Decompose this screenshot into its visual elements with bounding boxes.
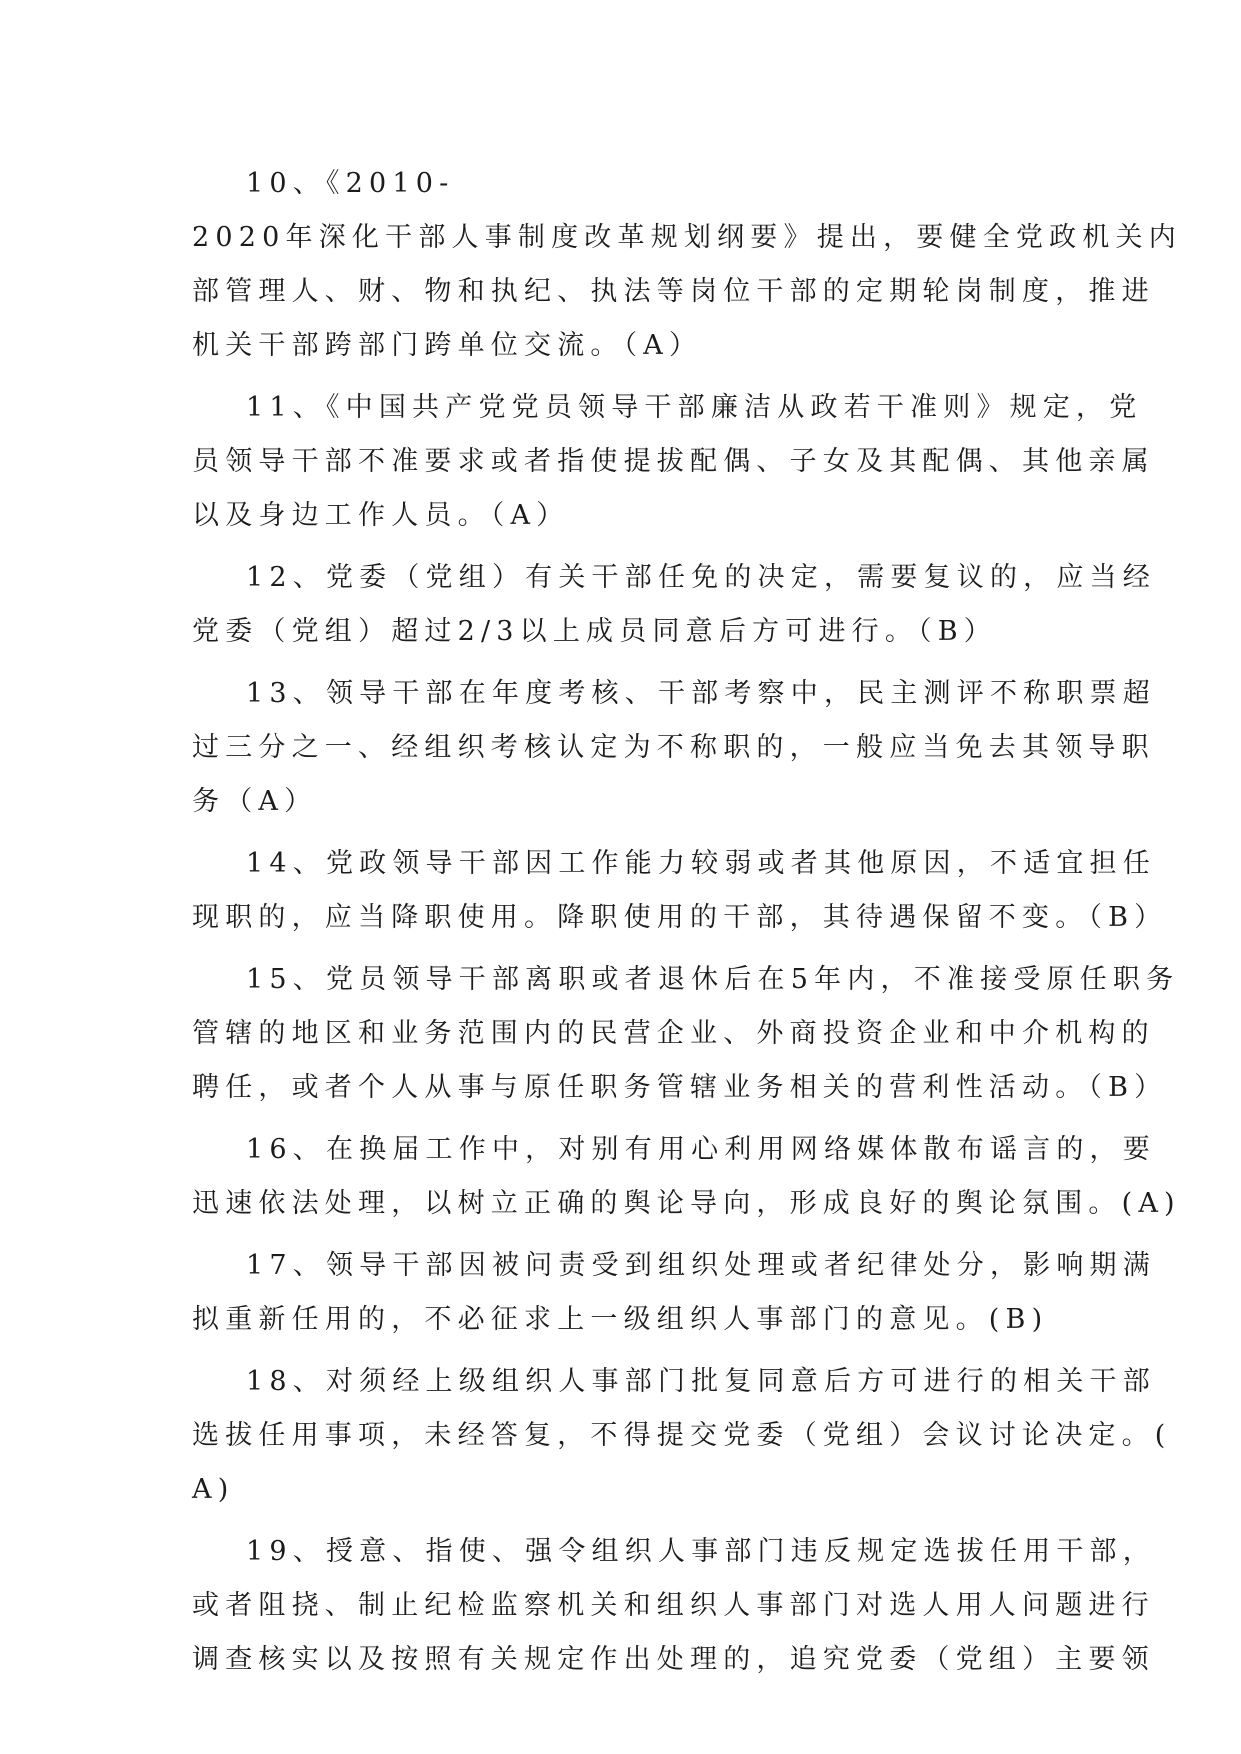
paragraph-item-13 xyxy=(192,667,1156,829)
text-line: 务（A） xyxy=(192,786,318,817)
paragraph-item-14 xyxy=(192,837,1168,945)
paragraph-item-17 xyxy=(192,1239,1156,1347)
text-line: 11、《中国共产党党员领导干部廉洁从政若干准则》规定，党 xyxy=(246,392,1143,423)
text-line: 现职的，应当降职使用。降职使用的干部，其待遇保留不变。（B） xyxy=(192,902,1168,933)
text-line: 过三分之一、经组织考核认定为不称职的，一般应当免去其领导职 xyxy=(192,732,1155,763)
paragraph-item-18 xyxy=(192,1355,1172,1517)
text-line: 调查核实以及按照有关规定作出处理的，追究党委（党组）主要领 xyxy=(192,1644,1155,1675)
text-line: 聘任，或者个人从事与原任职务管辖业务相关的营利性活动。（B） xyxy=(192,1072,1168,1103)
text-line: 18、对须经上级组织人事部门批复同意后方可进行的相关干部 xyxy=(246,1366,1156,1397)
text-line: 管辖的地区和业务范围内的民营企业、外商投资企业和中介机构的 xyxy=(192,1018,1155,1049)
paragraph-item-11 xyxy=(192,381,1155,543)
text-line: 部管理人、财、物和执纪、执法等岗位干部的定期轮岗制度，推进 xyxy=(192,276,1155,307)
text-line: 2020年深化干部人事制度改革规划纲要》提出，要健全党政机关内 xyxy=(192,222,1182,253)
text-line: 13、领导干部在年度考核、干部考察中，民主测评不称职票超 xyxy=(246,678,1156,709)
text-line: 迅速依法处理，以树立正确的舆论导向，形成良好的舆论氛围。(A) xyxy=(192,1188,1181,1219)
paragraph-item-19 xyxy=(192,1525,1156,1687)
text-line: 机关干部跨部门跨单位交流。（A） xyxy=(192,330,703,361)
text-line: 员领导干部不准要求或者指使提拔配偶、子女及其配偶、其他亲属 xyxy=(192,446,1155,477)
text-line: 15、党员领导干部离职或者退休后在5年内，不准接受原任职务 xyxy=(246,964,1180,995)
text-line: 19、授意、指使、强令组织人事部门违反规定选拔任用干部， xyxy=(246,1536,1156,1567)
text-line: A) xyxy=(192,1474,235,1505)
text-line: 12、党委（党组）有关干部任免的决定，需要复议的，应当经 xyxy=(246,562,1156,593)
text-line: 选拔任用事项，未经答复，不得提交党委（党组）会议讨论决定。( xyxy=(192,1420,1172,1451)
paragraph-item-10 xyxy=(192,157,1182,373)
text-line: 14、党政领导干部因工作能力较弱或者其他原因，不适宜担任 xyxy=(246,848,1156,879)
text-line: 或者阻挠、制止纪检监察机关和组织人事部门对选人用人问题进行 xyxy=(192,1590,1155,1621)
paragraph-item-15 xyxy=(192,953,1180,1115)
document-body xyxy=(192,157,1182,1695)
text-line: 10、《2010- xyxy=(246,168,455,199)
paragraph-item-12 xyxy=(192,551,1156,659)
text-line: 16、在换届工作中，对别有用心利用网络媒体散布谣言的，要 xyxy=(246,1134,1156,1165)
text-line: 以及身边工作人员。（A） xyxy=(192,500,570,531)
text-line: 17、领导干部因被问责受到组织处理或者纪律处分，影响期满 xyxy=(246,1250,1156,1281)
text-line: 党委（党组）超过2/3以上成员同意后方可进行。（B） xyxy=(192,616,997,647)
text-line: 拟重新任用的，不必征求上一级组织人事部门的意见。(B) xyxy=(192,1304,1049,1335)
paragraph-item-16 xyxy=(192,1123,1181,1231)
